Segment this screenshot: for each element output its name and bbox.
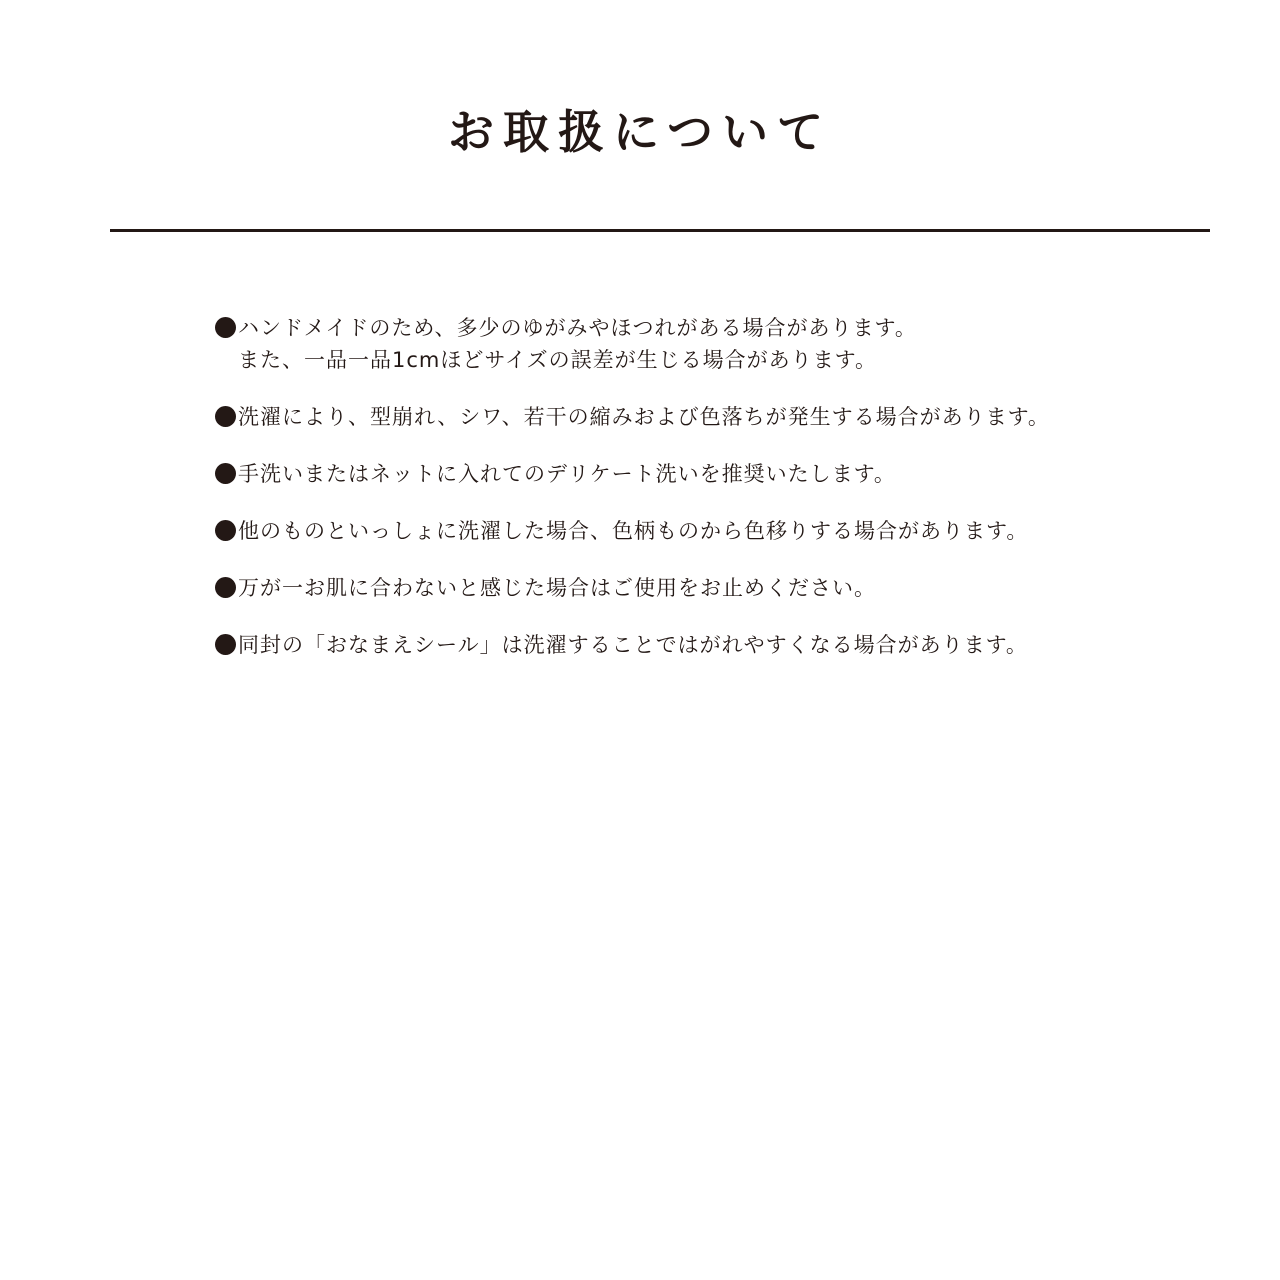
bullet-icon: [215, 577, 236, 598]
note-text: 万が一お肌に合わないと感じた場合はご使用をお止めください。: [238, 576, 876, 600]
bullet-icon: [215, 634, 236, 655]
title-divider: [110, 229, 1210, 232]
bullet-icon: [215, 317, 236, 338]
care-note-skin: [215, 572, 1215, 604]
note-text: 手洗いまたはネットに入れてのデリケート洗いを推奨いたします。: [238, 462, 896, 486]
note-text-continued: また、一品一品1cmほどサイズの誤差が生じる場合があります。: [238, 348, 878, 372]
care-notes-list: [215, 312, 1215, 686]
bullet-icon: [215, 463, 236, 484]
care-note-hand-wash: [215, 458, 1215, 490]
page-title: お取扱について: [447, 105, 833, 159]
care-note-color-transfer: [215, 515, 1215, 547]
bullet-icon: [215, 406, 236, 427]
care-note-name-sticker: [215, 629, 1215, 661]
note-text: 同封の「おなまえシール」は洗濯することではがれやすくなる場合があります。: [238, 633, 1028, 657]
note-text: 他のものといっしょに洗濯した場合、色柄ものから色移りする場合があります。: [238, 519, 1029, 543]
care-note-handmade: [215, 312, 1215, 376]
note-text: ハンドメイドのため、多少のゆがみやほつれがある場合があります。: [238, 316, 917, 340]
note-text: 洗濯により、型崩れ、シワ、若干の縮みおよび色落ちが発生する場合があります。: [238, 405, 1050, 429]
bullet-icon: [215, 520, 236, 541]
care-note-washing-effects: [215, 401, 1215, 433]
